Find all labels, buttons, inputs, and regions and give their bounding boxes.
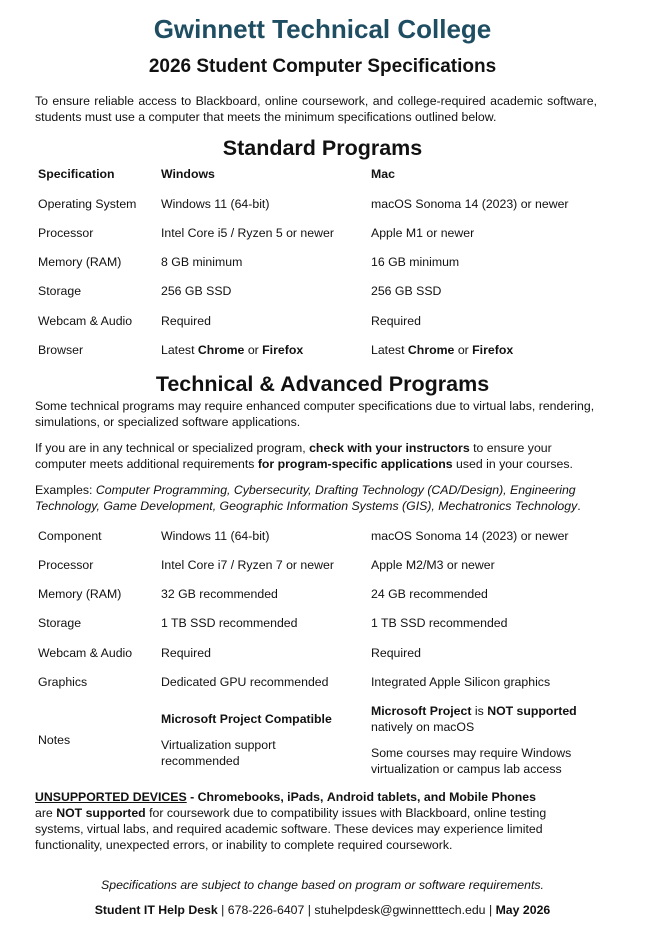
- paragraph-text: used in your courses.: [456, 456, 573, 471]
- mac-project-label: Microsoft Project: [371, 704, 472, 718]
- browser-or: or: [247, 343, 259, 357]
- row-label-memory: Memory (RAM): [38, 587, 122, 601]
- mac-project-note: [371, 703, 577, 719]
- browser-latest: Latest: [161, 343, 195, 357]
- windows-component-value: Windows 11 (64-bit): [161, 529, 270, 543]
- windows-processor-value: Intel Core i5 / Ryzen 5 or newer: [161, 226, 334, 240]
- row-label-processor: Processor: [38, 226, 94, 240]
- examples-paragraph: [35, 483, 600, 514]
- paragraph-text: are: [35, 806, 53, 820]
- windows-virtualization-note: Virtualization support recommended: [161, 738, 276, 768]
- mac-processor-value: Apple M1 or newer: [371, 226, 475, 240]
- windows-memory-value: 8 GB minimum: [161, 255, 243, 269]
- separator: |: [307, 903, 311, 917]
- paragraph-text: If you are in any technical or specialized program,: [35, 441, 306, 455]
- windows-os-value: Windows 11 (64-bit): [161, 197, 270, 211]
- help-desk-phone: 678-226-6407: [227, 903, 305, 917]
- mac-graphics-value: Integrated Apple Silicon graphics: [371, 675, 551, 689]
- paragraph-text: to ensure your computer meets additional requirements: [35, 441, 552, 471]
- separator: |: [221, 903, 225, 917]
- device-mobile-phones: Mobile Phones: [449, 790, 536, 804]
- browser-chrome: Chrome: [197, 343, 245, 357]
- advanced-intro-paragraph: Some technical programs may require enhanced computer specifications due to virtual labs, rendering, simulations, or specialized software applications.: [35, 399, 595, 429]
- intro-paragraph: To ensure reliable access to Blackboard, online coursework, and college-required academic software, students must use a computer that meets the minimum specifications outlined below.: [35, 94, 597, 124]
- mac-os-value: macOS Sonoma 14 (2023) or newer: [371, 197, 569, 211]
- mac-not-supported: NOT supported: [487, 704, 577, 718]
- examples-label: Examples:: [35, 483, 93, 497]
- standard-programs-heading: Standard Programs: [222, 136, 423, 160]
- help-desk-email: stuhelpdesk@gwinnetttech.edu: [314, 903, 486, 917]
- device-chromebooks: Chromebooks,: [197, 790, 284, 804]
- row-label-webcam-audio: Webcam & Audio: [38, 646, 133, 660]
- unsupported-devices-paragraph: [35, 789, 595, 853]
- column-header-mac: Mac: [371, 167, 395, 181]
- mac-virtualization-note: Some courses may require Windows virtualization or campus lab access: [371, 746, 572, 776]
- browser-firefox: Firefox: [262, 343, 304, 357]
- browser-firefox: Firefox: [472, 343, 514, 357]
- mac-processor-value: Apple M2/M3 or newer: [371, 558, 495, 572]
- row-label-webcam-audio: Webcam & Audio: [38, 314, 133, 328]
- mac-memory-value: 24 GB recommended: [371, 587, 488, 601]
- row-label-storage: Storage: [38, 284, 82, 298]
- browser-latest: Latest: [371, 343, 405, 357]
- unsupported-devices-label: UNSUPPORTED DEVICES: [35, 790, 187, 804]
- row-label-notes: Notes: [38, 733, 71, 747]
- device-android-tablets: Android tablets: [326, 790, 418, 804]
- advanced-programs-heading: Technical & Advanced Programs: [155, 372, 490, 396]
- row-label-processor: Processor: [38, 558, 94, 572]
- instructor-check-paragraph: [35, 441, 600, 472]
- windows-processor-value: Intel Core i7 / Ryzen 7 or newer: [161, 558, 334, 572]
- examples-end: .: [577, 498, 581, 513]
- column-header-windows: Windows: [161, 167, 215, 181]
- windows-storage-value: 256 GB SSD: [161, 284, 232, 298]
- college-title: Gwinnett Technical College: [153, 14, 492, 44]
- examples-list: Computer Programming, Cybersecurity, Drafting Technology (CAD/Design), Engineering Technology, Game Development, Geographic Information Systems (GIS), Mechatronics Technology: [35, 483, 578, 513]
- column-header-specification: Specification: [38, 167, 115, 181]
- and-word: , and: [417, 790, 446, 804]
- windows-webcam-value: Required: [161, 314, 211, 328]
- mac-browser-value: [371, 342, 513, 358]
- mac-is: is: [474, 704, 484, 718]
- browser-or: or: [457, 343, 469, 357]
- mac-storage-value: 256 GB SSD: [371, 284, 442, 298]
- mac-storage-value: 1 TB SSD recommended: [371, 616, 508, 630]
- paragraph-text: for coursework due to compatibility issues with Blackboard, online testing systems, virtual labs, and required academic software. These devices may experience limited functionality, unexpected errors, or inability to complete required coursework.: [35, 806, 547, 852]
- mac-webcam-value: Required: [371, 646, 421, 660]
- row-label-component: Component: [38, 529, 102, 543]
- help-desk-contact-line: [0, 903, 645, 917]
- row-label-memory: Memory (RAM): [38, 255, 122, 269]
- document-subtitle: 2026 Student Computer Specifications: [148, 56, 497, 77]
- windows-project-compatible: Microsoft Project Compatible: [161, 712, 332, 726]
- program-specific-emphasis: for program-specific applications: [257, 456, 453, 471]
- row-label-operating-system: Operating System: [38, 197, 137, 211]
- mac-component-value: macOS Sonoma 14 (2023) or newer: [371, 529, 569, 543]
- row-label-storage: Storage: [38, 616, 82, 630]
- row-label-browser: Browser: [38, 343, 84, 357]
- document-date: May 2026: [495, 903, 551, 917]
- windows-graphics-value: Dedicated GPU recommended: [161, 675, 329, 689]
- not-supported-emphasis: NOT supported: [56, 806, 146, 820]
- row-label-graphics: Graphics: [38, 675, 88, 689]
- help-desk-label: Student IT Help Desk: [94, 903, 218, 917]
- windows-browser-value: [161, 342, 303, 358]
- separator: |: [488, 903, 493, 917]
- windows-memory-value: 32 GB recommended: [161, 587, 278, 601]
- browser-chrome: Chrome: [407, 343, 455, 357]
- mac-natively-note: natively on macOS: [371, 720, 475, 734]
- specifications-change-note: Specifications are subject to change based on program or software requirements.: [101, 878, 544, 892]
- windows-webcam-value: Required: [161, 646, 211, 660]
- dash: -: [190, 790, 195, 804]
- mac-webcam-value: Required: [371, 314, 421, 328]
- device-ipads: iPads,: [287, 790, 324, 804]
- windows-storage-value: 1 TB SSD recommended: [161, 616, 298, 630]
- check-instructors-emphasis: check with your instructors: [309, 441, 470, 455]
- mac-memory-value: 16 GB minimum: [371, 255, 460, 269]
